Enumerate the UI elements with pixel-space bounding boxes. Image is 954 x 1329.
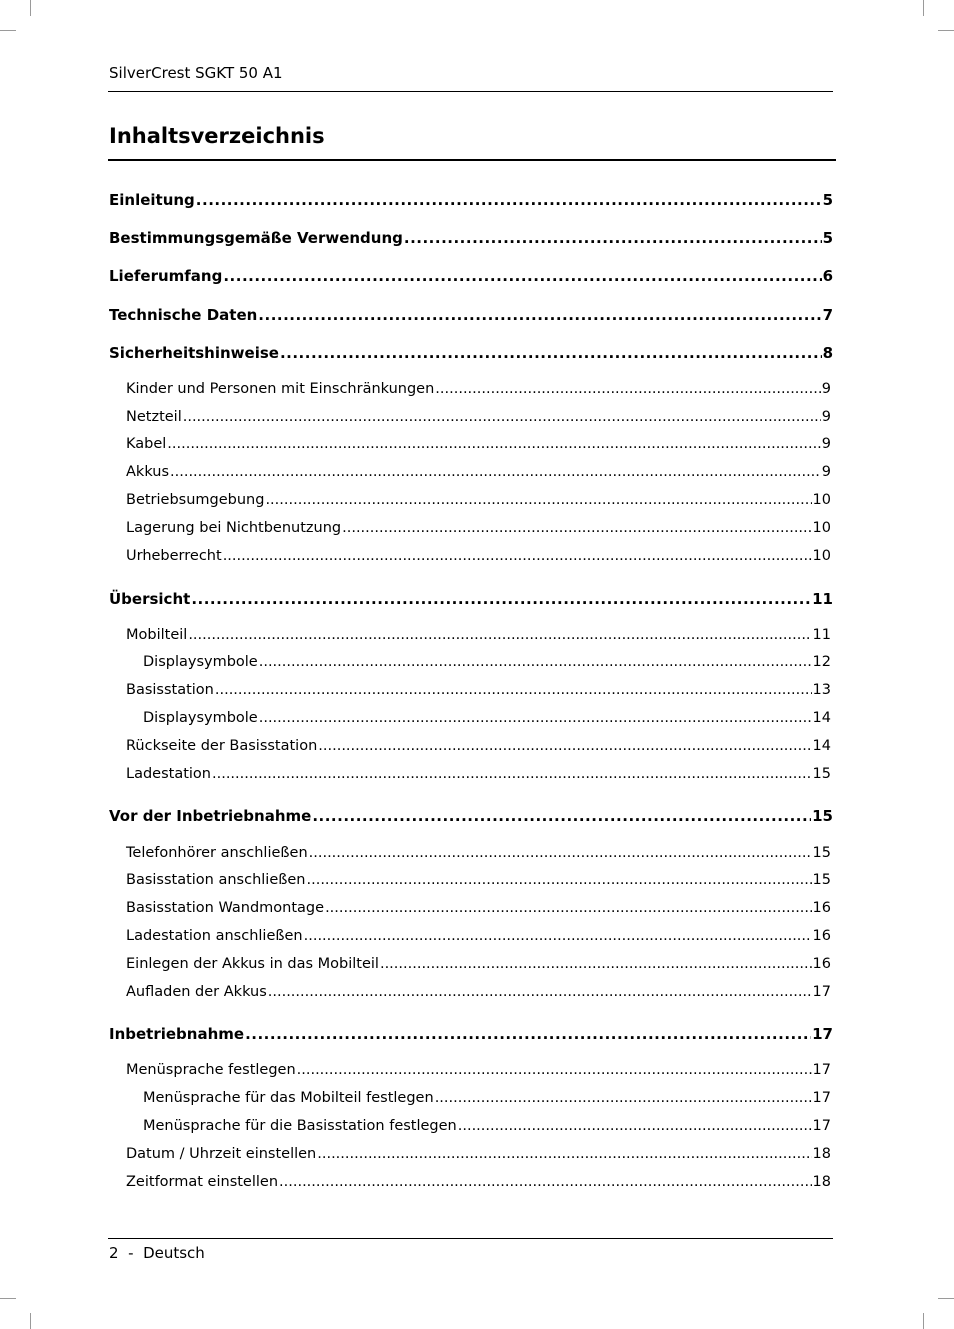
toc-dot-leader	[259, 710, 812, 726]
toc-entry-title: Basisstation anschließen	[126, 872, 306, 888]
toc-dot-leader	[259, 654, 812, 670]
toc-entry-title: Sicherheitshinweise	[109, 344, 279, 362]
toc-entry-title: Technische Daten	[109, 306, 258, 324]
toc-entry-title: Übersicht	[109, 590, 191, 608]
toc-entry-page: 17	[812, 1025, 833, 1043]
toc-entry-title: Lagerung bei Nichtbenutzung	[126, 520, 342, 536]
toc-entry[interactable]	[126, 766, 831, 782]
toc-entry-title: Vor der Inbetriebnahme	[109, 807, 312, 825]
toc-entry[interactable]	[126, 738, 831, 754]
toc-entry-page: 17	[812, 1118, 831, 1134]
toc-entry[interactable]	[126, 1174, 831, 1190]
toc-dot-leader	[245, 1025, 811, 1043]
toc-entry[interactable]	[126, 682, 831, 698]
crop-mark	[938, 1298, 954, 1299]
crop-mark	[923, 1313, 924, 1329]
toc-entry[interactable]	[109, 229, 833, 247]
toc-entry-title: Lieferumfang	[109, 267, 223, 285]
toc-entry[interactable]	[126, 956, 831, 972]
crop-mark	[923, 0, 924, 16]
toc-entry-page: 12	[812, 654, 831, 670]
toc-entry-title: Ladestation	[126, 766, 211, 782]
toc-dot-leader	[196, 191, 822, 209]
toc-entry-title: Einlegen der Akkus in das Mobilteil	[126, 956, 379, 972]
crop-mark	[30, 0, 31, 16]
toc-dot-leader	[223, 548, 812, 564]
toc-entry-page: 15	[812, 845, 831, 861]
toc-entry-page: 5	[822, 229, 833, 247]
toc-entry[interactable]	[109, 807, 833, 825]
toc-entry[interactable]	[109, 306, 833, 324]
toc-entry-page: 17	[812, 1090, 831, 1106]
toc-dot-leader	[170, 464, 821, 480]
toc-dot-leader	[167, 436, 820, 452]
footer-separator: -	[128, 1244, 134, 1262]
toc-entry-page: 15	[812, 872, 831, 888]
toc-entry[interactable]	[109, 267, 833, 285]
toc-dot-leader	[280, 344, 822, 362]
toc-entry[interactable]	[126, 900, 831, 916]
crop-mark	[30, 1313, 31, 1329]
toc-entry-title: Ladestation anschließen	[126, 928, 303, 944]
toc-dot-leader	[325, 900, 811, 916]
toc-entry[interactable]	[126, 464, 831, 480]
toc-entry-page: 17	[812, 984, 831, 1000]
toc-entry[interactable]	[126, 409, 831, 425]
toc-entry-page: 16	[812, 956, 831, 972]
toc-entry-title: Mobilteil	[126, 627, 188, 643]
toc-entry-title: Bestimmungsgemäße Verwendung	[109, 229, 403, 247]
toc-dot-leader	[215, 682, 812, 698]
toc-entry-page: 18	[812, 1146, 831, 1162]
toc-entry-title: Zeitformat einstellen	[126, 1174, 279, 1190]
toc-dot-leader	[212, 766, 812, 782]
header-rule	[108, 91, 833, 92]
toc-entry-title: Akkus	[126, 464, 170, 480]
toc-entry[interactable]	[126, 928, 831, 944]
toc-dot-leader	[279, 1174, 812, 1190]
toc-entry-title: Urheberrecht	[126, 548, 222, 564]
toc-entry[interactable]	[126, 436, 831, 452]
footer-language: Deutsch	[143, 1244, 205, 1262]
toc-entry-title: Menüsprache für die Basisstation festlegen	[143, 1118, 457, 1134]
toc-dot-leader	[297, 1062, 812, 1078]
footer-page-number: 2	[109, 1244, 119, 1262]
toc-entry[interactable]	[126, 845, 831, 861]
toc-entry[interactable]	[109, 1025, 833, 1043]
page-footer	[109, 1244, 205, 1262]
toc-entry[interactable]	[126, 984, 831, 1000]
toc-entry-page: 9	[821, 464, 831, 480]
toc-entry-page: 15	[812, 766, 831, 782]
toc-entry[interactable]	[143, 710, 831, 726]
toc-entry[interactable]	[143, 654, 831, 670]
crop-mark	[0, 30, 16, 31]
toc-entry-title: Einleitung	[109, 191, 195, 209]
toc-dot-leader	[223, 267, 821, 285]
toc-entry-title: Kinder und Personen mit Einschränkungen	[126, 381, 435, 397]
toc-entry-page: 9	[821, 436, 831, 452]
toc-entry-page: 14	[812, 738, 831, 754]
toc-dot-leader	[304, 928, 812, 944]
toc-entry-title: Basisstation Wandmontage	[126, 900, 325, 916]
toc-entry[interactable]	[126, 627, 831, 643]
toc-entry-page: 9	[821, 409, 831, 425]
running-header: SilverCrest SGKT 50 A1	[109, 64, 283, 82]
toc-entry[interactable]	[109, 344, 833, 362]
toc-dot-leader	[258, 306, 821, 324]
title-rule	[108, 159, 836, 161]
toc-entry-page: 17	[812, 1062, 831, 1078]
toc-dot-leader	[191, 590, 811, 608]
toc-entry[interactable]	[126, 1146, 831, 1162]
toc-entry-page: 11	[812, 627, 831, 643]
toc-dot-leader	[309, 845, 812, 861]
toc-dot-leader	[317, 1146, 811, 1162]
toc-dot-leader	[342, 520, 811, 536]
toc-entry[interactable]	[126, 1062, 831, 1078]
toc-entry[interactable]	[126, 548, 831, 564]
toc-dot-leader	[188, 627, 811, 643]
toc-dot-leader	[265, 492, 811, 508]
toc-entry[interactable]	[143, 1090, 831, 1106]
toc-dot-leader	[318, 738, 811, 754]
toc-entry[interactable]	[109, 590, 833, 608]
toc-entry-page: 5	[822, 191, 833, 209]
toc-entry[interactable]	[143, 1118, 831, 1134]
crop-mark	[938, 30, 954, 31]
toc-entry-page: 9	[821, 381, 831, 397]
toc-entry-page: 10	[812, 520, 831, 536]
toc-entry-page: 11	[812, 590, 833, 608]
toc-entry[interactable]	[126, 381, 831, 397]
toc-entry[interactable]	[126, 872, 831, 888]
toc-entry[interactable]	[126, 520, 831, 536]
toc-entry-title: Basisstation	[126, 682, 214, 698]
toc-dot-leader	[435, 381, 820, 397]
toc-dot-leader	[404, 229, 822, 247]
toc-dot-leader	[458, 1118, 812, 1134]
footer-rule	[108, 1238, 833, 1239]
page-title: Inhaltsverzeichnis	[109, 124, 325, 148]
toc-entry-page: 10	[812, 548, 831, 564]
toc-entry-title: Rückseite der Basisstation	[126, 738, 318, 754]
toc-dot-leader	[380, 956, 812, 972]
toc-entry-page: 6	[822, 267, 833, 285]
toc-entry-title: Displaysymbole	[143, 710, 258, 726]
toc-dot-leader	[183, 409, 821, 425]
toc-dot-leader	[435, 1090, 812, 1106]
toc-entry-title: Displaysymbole	[143, 654, 258, 670]
toc-entry-page: 16	[812, 900, 831, 916]
toc-entry-title: Inbetriebnahme	[109, 1025, 245, 1043]
toc-entry-page: 7	[822, 306, 833, 324]
toc-entry-page: 18	[812, 1174, 831, 1190]
toc-entry[interactable]	[126, 492, 831, 508]
toc-entry-title: Telefonhörer anschließen	[126, 845, 308, 861]
toc-entry-page: 13	[812, 682, 831, 698]
toc-entry[interactable]	[109, 191, 833, 209]
toc-dot-leader	[268, 984, 812, 1000]
toc-entry-title: Betriebsumgebung	[126, 492, 265, 508]
toc-entry-page: 15	[812, 807, 833, 825]
toc-entry-title: Kabel	[126, 436, 167, 452]
toc-entry-title: Aufladen der Akkus	[126, 984, 267, 1000]
toc-entry-title: Menüsprache für das Mobilteil festlegen	[143, 1090, 434, 1106]
crop-mark	[0, 1298, 16, 1299]
toc-dot-leader	[307, 872, 812, 888]
toc-entry-page: 10	[812, 492, 831, 508]
toc-dot-leader	[312, 807, 811, 825]
toc-entry-title: Datum / Uhrzeit einstellen	[126, 1146, 317, 1162]
toc-entry-page: 16	[812, 928, 831, 944]
toc-entry-page: 14	[812, 710, 831, 726]
toc-entry-page: 8	[822, 344, 833, 362]
toc-entry-title: Netzteil	[126, 409, 182, 425]
toc-entry-title: Menüsprache festlegen	[126, 1062, 296, 1078]
